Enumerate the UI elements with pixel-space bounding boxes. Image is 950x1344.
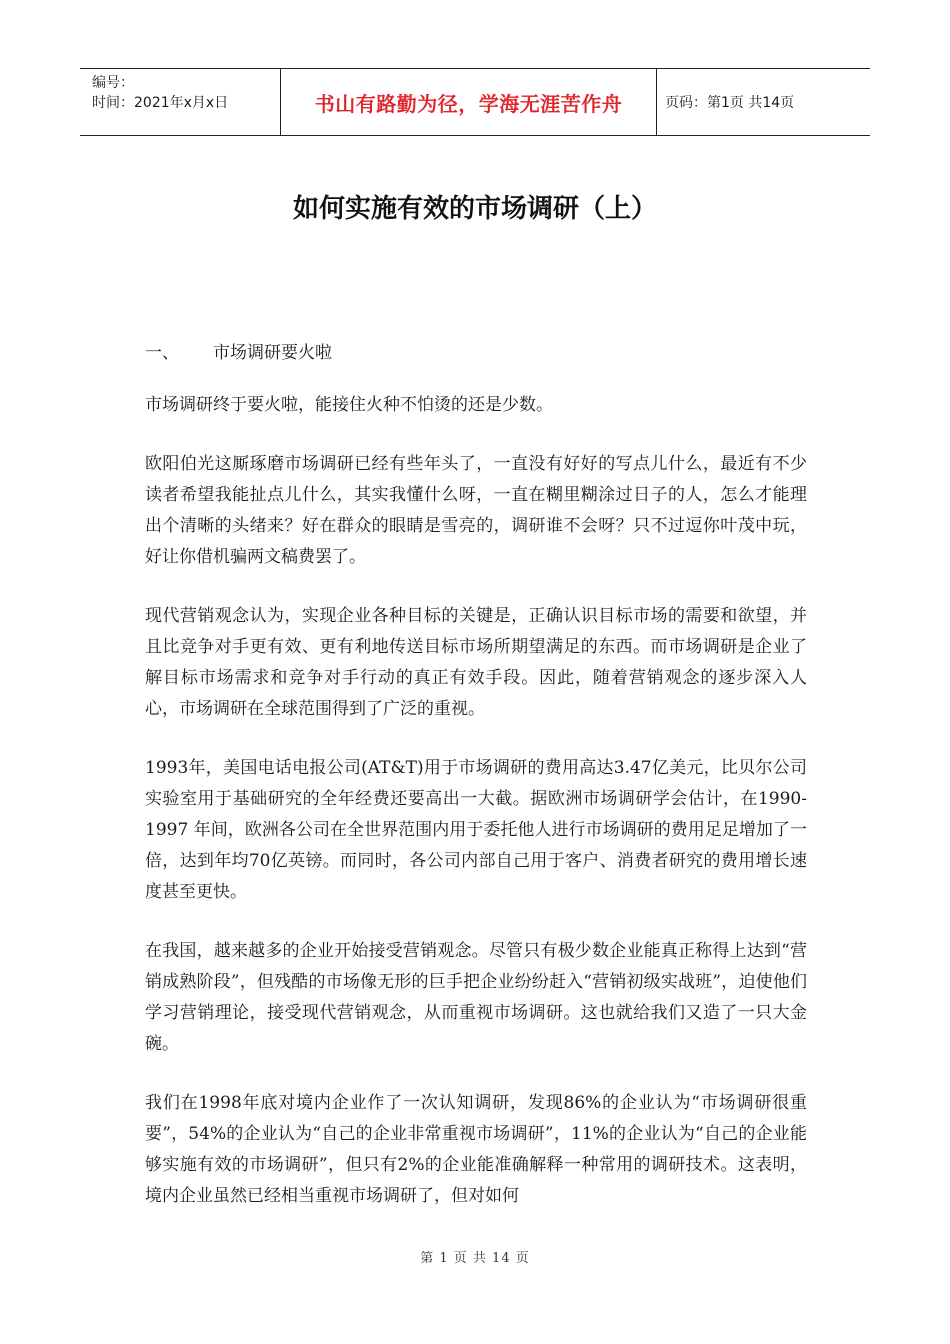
paragraph: 欧阳伯光这厮琢磨市场调研已经有些年头了，一直没有好好的写点儿什么，最近有不少读者希望我能扯点儿什么，其实我懂什么呀，一直在糊里糊涂过日子的人，怎么才能理出个清晰的头绪来？好在群众的眼睛是雪亮的，调研谁不会呀？只不过逗你叶茂中玩，好让你借机骗两文稿费罢了。 [145,454,807,567]
header-meta [80,69,281,135]
header-table [80,68,870,136]
paragraph: 在我国，越来越多的企业开始接受营销观念。尽管只有极少数企业能真正称得上达到“营销成熟阶段”，但残酷的市场像无形的巨手把企业纷纷赶入“营销初级实战班”，迫使他们学习营销理论，接受现代营销观念，从而重视市场调研。这也就给我们又造了一只大金碗。 [145,941,807,1054]
paragraph: 现代营销观念认为，实现企业各种目标的关键是，正确认识目标市场的需要和欲望，并且比竞争对手更有效、更有利地传送目标市场所期望满足的东西。而市场调研是企业了解目标市场需求和竞争对手行动的真正有效手段。因此，随着营销观念的逐步深入人心，市场调研在全球范围得到了广泛的重视。 [145,606,807,719]
section-heading [145,338,332,363]
paragraph: 市场调研终于要火啦，能接住火种不怕烫的还是少数。 [145,395,553,415]
section-title: 市场调研要火啦 [213,343,332,363]
page-info-text: 页码：第1页 共14页 [665,95,795,111]
body-text [145,390,807,1240]
header-motto-cell [281,69,657,135]
document-title: 如何实施有效的市场调研（上） [292,194,657,224]
header-page-info [657,69,870,135]
number-label: 编号： [92,75,134,91]
date-label: 时间：2021年x月x日 [92,95,229,111]
page-footer: 第 1 页 共 14 页 [420,1251,530,1266]
motto-text: 书山有路勤为径，学海无涯苦作舟 [314,91,623,116]
paragraph: 我们在1998年底对境内企业作了一次认知调研，发现86%的企业认为“市场调研很重要”，54%的企业认为“自己的企业非常重视市场调研”，11%的企业认为“自己的企业能够实施有效的市场调研”，但只有2%的企业能准确解释一种常用的调研技术。这表明，境内企业虽然已经相当重视市场调研了，但对如何 [145,1093,807,1206]
paragraph: 1993年，美国电话电报公司(AT&T)用于市场调研的费用高达3.47亿美元，比贝尔公司实验室用于基础研究的全年经费还要高出一大截。据欧洲市场调研学会估计，在1990-1997 年间，欧洲各公司在全世界范围内用于委托他人进行市场调研的费用足足增加了一倍，达到年均70亿英镑。而同时，各公司内部自己用于客户、消费者研究的费用增长速度甚至更快。 [145,758,807,902]
section-number: 一、 [145,343,179,363]
